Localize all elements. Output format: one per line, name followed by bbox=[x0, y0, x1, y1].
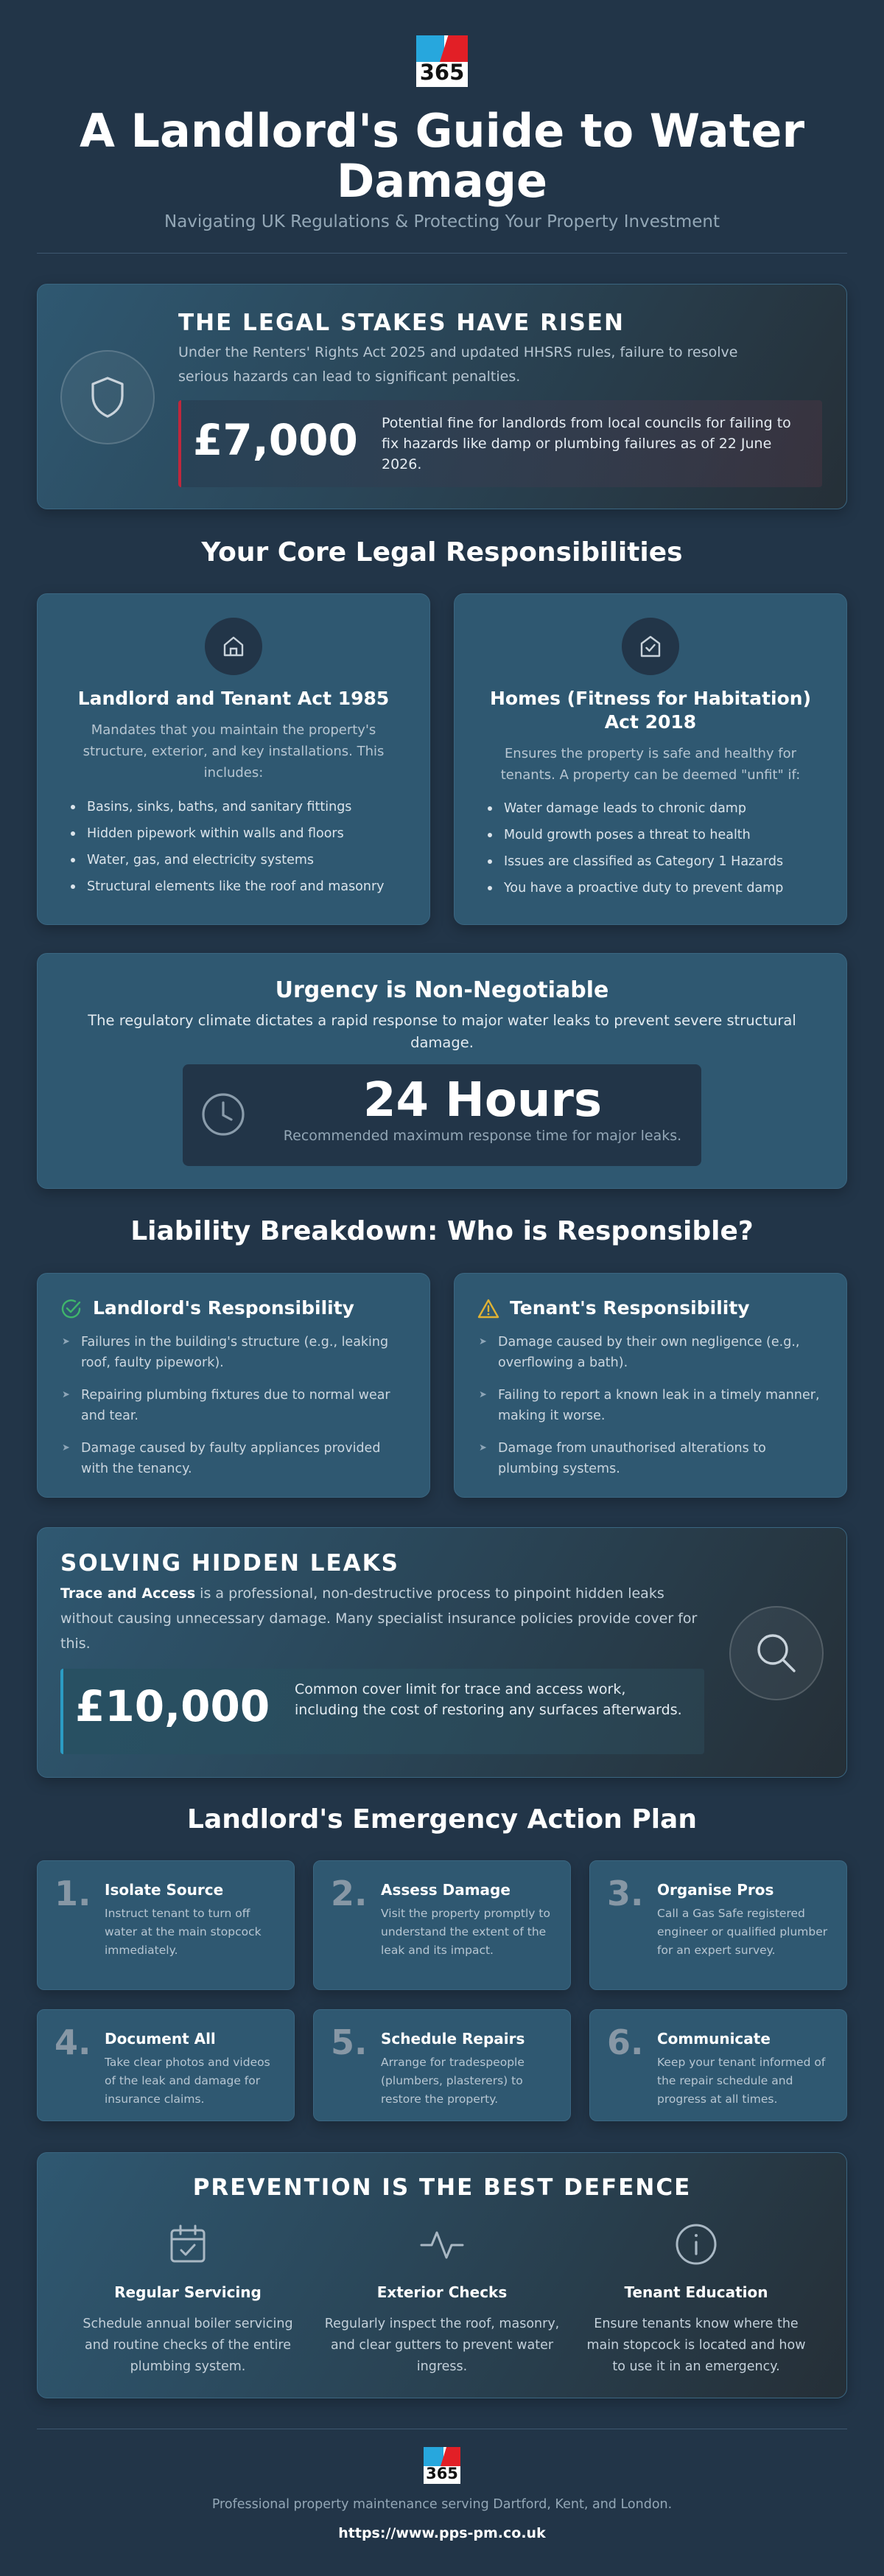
list-item: Basins, sinks, baths, and sanitary fittings bbox=[68, 797, 414, 824]
check-circle-icon bbox=[60, 1298, 83, 1320]
list-item: ➤ Damage from unauthorised alterations to plumbing systems. bbox=[479, 1438, 825, 1479]
home-check-icon-circle bbox=[622, 618, 679, 675]
response-time-caption: Recommended maximum response time for major leaks. bbox=[283, 1128, 682, 1144]
list-item: You have a proactive duty to prevent damp bbox=[485, 879, 831, 905]
step-title: Communicate bbox=[657, 2030, 771, 2048]
list-item: Water damage leads to chronic damp bbox=[485, 799, 831, 825]
cover-amount: £10,000 bbox=[75, 1681, 270, 1731]
step-description: Instruct tenant to turn off water at the main stopcock immediately. bbox=[105, 1907, 262, 1957]
prevention-description: Regularly inspect the roof, masonry, and clear gutters to prevent water ingress. bbox=[324, 2317, 560, 2374]
search-icon-circle bbox=[729, 1606, 824, 1700]
shield-icon bbox=[88, 375, 127, 419]
page-title: A Landlord's Guide to Water Damage bbox=[79, 104, 805, 208]
step-number: 2. bbox=[331, 1874, 368, 1913]
prevention-title: Tenant Education bbox=[624, 2283, 768, 2301]
list-item: ➤ Damage caused by faulty appliances provided with the tenancy. bbox=[62, 1438, 408, 1479]
urgency-description: The regulatory climate dictates a rapid response to major water leaks to prevent severe structural damage. bbox=[88, 1012, 796, 1051]
step-description: Keep your tenant informed of the repair schedule and progress at all times. bbox=[657, 2056, 826, 2106]
footer-tagline: Professional property maintenance serving Dartford, Kent, and London. bbox=[211, 2497, 673, 2512]
step-title: Organise Pros bbox=[657, 1881, 774, 1899]
prevention-heading: PREVENTION IS THE BEST DEFENCE bbox=[192, 2174, 692, 2201]
list-item: ➤ Failures in the building's structure (e.g., leaking roof, faulty pipework). bbox=[62, 1332, 408, 1373]
fine-amount: £7,000 bbox=[193, 415, 358, 465]
list-item: Structural elements like the roof and masonry bbox=[68, 877, 414, 904]
shield-icon-circle bbox=[60, 350, 155, 444]
home-icon-circle bbox=[205, 618, 262, 675]
trace-and-access-label: Trace and Access bbox=[60, 1585, 196, 1602]
home-icon bbox=[220, 633, 247, 660]
lta-1985-list bbox=[68, 797, 414, 904]
list-item: Hidden pipework within walls and floors bbox=[68, 824, 414, 851]
list-item: ➤ Failing to report a known leak in a timely manner, making it worse. bbox=[479, 1385, 825, 1426]
prevention-title: Exterior Checks bbox=[376, 2283, 508, 2301]
urgency-title: Urgency is Non-Negotiable bbox=[275, 977, 609, 1003]
list-item: Issues are classified as Category 1 Hazards bbox=[485, 852, 831, 879]
header-divider bbox=[37, 253, 847, 254]
step-title: Schedule Repairs bbox=[381, 2030, 525, 2048]
cover-description: Common cover limit for trace and access work, including the cost of restoring any surfaces afterwards. bbox=[295, 1681, 682, 1718]
prevention-description: Ensure tenants know where the main stopcock is located and how to use it in an emergency. bbox=[586, 2317, 806, 2374]
home-check-icon bbox=[637, 633, 664, 660]
lta-1985-title: Landlord and Tenant Act 1985 bbox=[77, 688, 390, 709]
hidden-leaks-description bbox=[60, 1581, 701, 1656]
step-title: Document All bbox=[105, 2030, 216, 2048]
ffh-2018-title: Homes (Fitness for Habitation) Act 2018 bbox=[489, 688, 811, 733]
lta-1985-description: Mandates that you maintain the property's structure, exterior, and key installations. This includes: bbox=[83, 722, 385, 781]
fine-description: Potential fine for landlords from local councils for failing to fix hazards like damp or plumbing failures as of 22 June 2026. bbox=[382, 415, 791, 472]
response-time-value: 24 Hours bbox=[362, 1073, 603, 1128]
activity-icon bbox=[419, 2222, 465, 2266]
list-item: Mould growth poses a threat to health bbox=[485, 825, 831, 852]
landlord-responsibility-list bbox=[62, 1332, 408, 1479]
step-number: 6. bbox=[607, 2022, 644, 2062]
footer-logo-text: 365 bbox=[426, 2465, 458, 2482]
liability-title: Liability Breakdown: Who is Responsible? bbox=[130, 1216, 754, 1246]
step-description: Call a Gas Safe registered engineer or qualified plumber for an expert survey. bbox=[657, 1907, 828, 1957]
step-number: 5. bbox=[331, 2022, 368, 2062]
ffh-2018-description: Ensures the property is safe and healthy for tenants. A property can be deemed "unfit" if: bbox=[500, 746, 801, 783]
info-icon bbox=[674, 2222, 718, 2266]
step-description: Take clear photos and videos of the leak and damage for insurance claims. bbox=[105, 2056, 270, 2106]
list-item: ➤ Damage caused by their own negligence (e.g., overflowing a bath). bbox=[479, 1332, 825, 1373]
ffh-2018-list bbox=[485, 799, 831, 905]
page-subtitle: Navigating UK Regulations & Protecting Your Property Investment bbox=[164, 212, 720, 231]
action-plan-title: Landlord's Emergency Action Plan bbox=[187, 1804, 697, 1835]
tenant-responsibility-list bbox=[479, 1332, 825, 1479]
step-number: 3. bbox=[607, 1874, 644, 1913]
legal-stakes-description: Under the Renters' Rights Act 2025 and updated HHSRS rules, failure to resolve serious hazards can lead to significant penalties. bbox=[178, 344, 738, 385]
footer-logo bbox=[424, 2447, 460, 2484]
pps-logo bbox=[416, 35, 468, 87]
list-item: ➤ Repairing plumbing fixtures due to normal wear and tear. bbox=[62, 1385, 408, 1426]
search-icon bbox=[754, 1630, 799, 1676]
step-title: Assess Damage bbox=[381, 1881, 511, 1899]
tenant-responsibility-heading: Tenant's Responsibility bbox=[510, 1297, 750, 1319]
hidden-leaks-text: is a professional, non-destructive process to pinpoint hidden leaks without causing unnecessary damage. Many specialist insurance policies provide cover for this. bbox=[60, 1585, 698, 1652]
hidden-leaks-heading: SOLVING HIDDEN LEAKS bbox=[60, 1550, 399, 1577]
calendar-check-icon bbox=[166, 2222, 210, 2266]
list-item: Water, gas, and electricity systems bbox=[68, 851, 414, 877]
step-description: Visit the property promptly to understand the extent of the leak and its impact. bbox=[381, 1907, 550, 1957]
step-number: 1. bbox=[55, 1874, 91, 1913]
prevention-description: Schedule annual boiler servicing and routine checks of the entire plumbing system. bbox=[83, 2317, 293, 2374]
step-number: 4. bbox=[55, 2022, 91, 2062]
logo-text: 365 bbox=[419, 60, 465, 85]
footer-website-link[interactable]: https://www.pps-pm.co.uk bbox=[338, 2525, 546, 2541]
warning-icon bbox=[477, 1298, 499, 1320]
step-description: Arrange for tradespeople (plumbers, plasterers) to restore the property. bbox=[381, 2056, 525, 2106]
landlord-responsibility-heading: Landlord's Responsibility bbox=[93, 1297, 354, 1319]
prevention-title: Regular Servicing bbox=[114, 2283, 262, 2301]
clock-icon bbox=[200, 1092, 246, 1137]
legal-stakes-heading: THE LEGAL STAKES HAVE RISEN bbox=[178, 310, 625, 336]
step-title: Isolate Source bbox=[105, 1881, 224, 1899]
responsibilities-title: Your Core Legal Responsibilities bbox=[201, 537, 683, 568]
